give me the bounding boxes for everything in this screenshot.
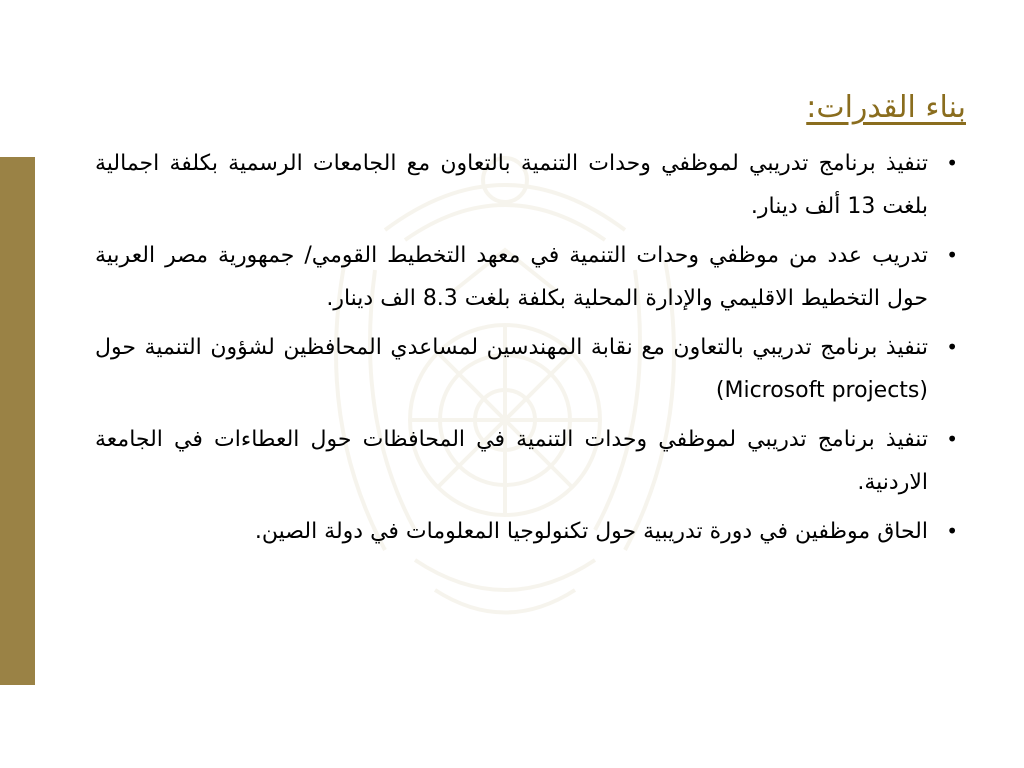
bullet-dot-icon: • bbox=[946, 243, 958, 267]
bullet-text: تنفيذ برنامج تدريبي لموظفي وحدات التنمية في المحافظات حول العطاءات في الجامعة الاردنية. bbox=[95, 427, 928, 495]
bullet-text: تنفيذ برنامج تدريبي بالتعاون مع نقابة المهندسين لمساعدي المحافظين لشؤون التنمية حول (Microsoft projects) bbox=[95, 335, 928, 403]
bullet-item bbox=[95, 326, 958, 412]
bullet-list bbox=[95, 142, 958, 559]
bullet-dot-icon: • bbox=[946, 519, 958, 543]
bullet-item bbox=[95, 142, 958, 228]
bullet-dot-icon: • bbox=[946, 335, 958, 359]
bullet-item bbox=[95, 510, 958, 553]
bullet-dot-icon: • bbox=[946, 427, 958, 451]
bullet-dot-icon: • bbox=[946, 151, 958, 175]
bullet-text: تنفيذ برنامج تدريبي لموظفي وحدات التنمية بالتعاون مع الجامعات الرسمية بكلفة اجمالية بلغت 13 ألف دينار. bbox=[95, 151, 928, 219]
bullet-item bbox=[95, 234, 958, 320]
bullet-item bbox=[95, 418, 958, 504]
bullet-text: تدريب عدد من موظفي وحدات التنمية في معهد التخطيط القومي/ جمهورية مصر العربية حول التخطيط الاقليمي والإدارة المحلية بكلفة بلغت 8.3 الف دينار. bbox=[95, 243, 928, 311]
slide-title: بناء القدرات: bbox=[806, 90, 966, 125]
side-accent-bar bbox=[0, 157, 35, 685]
bullet-text: الحاق موظفين في دورة تدريبية حول تكنولوجيا المعلومات في دولة الصين. bbox=[254, 519, 928, 544]
